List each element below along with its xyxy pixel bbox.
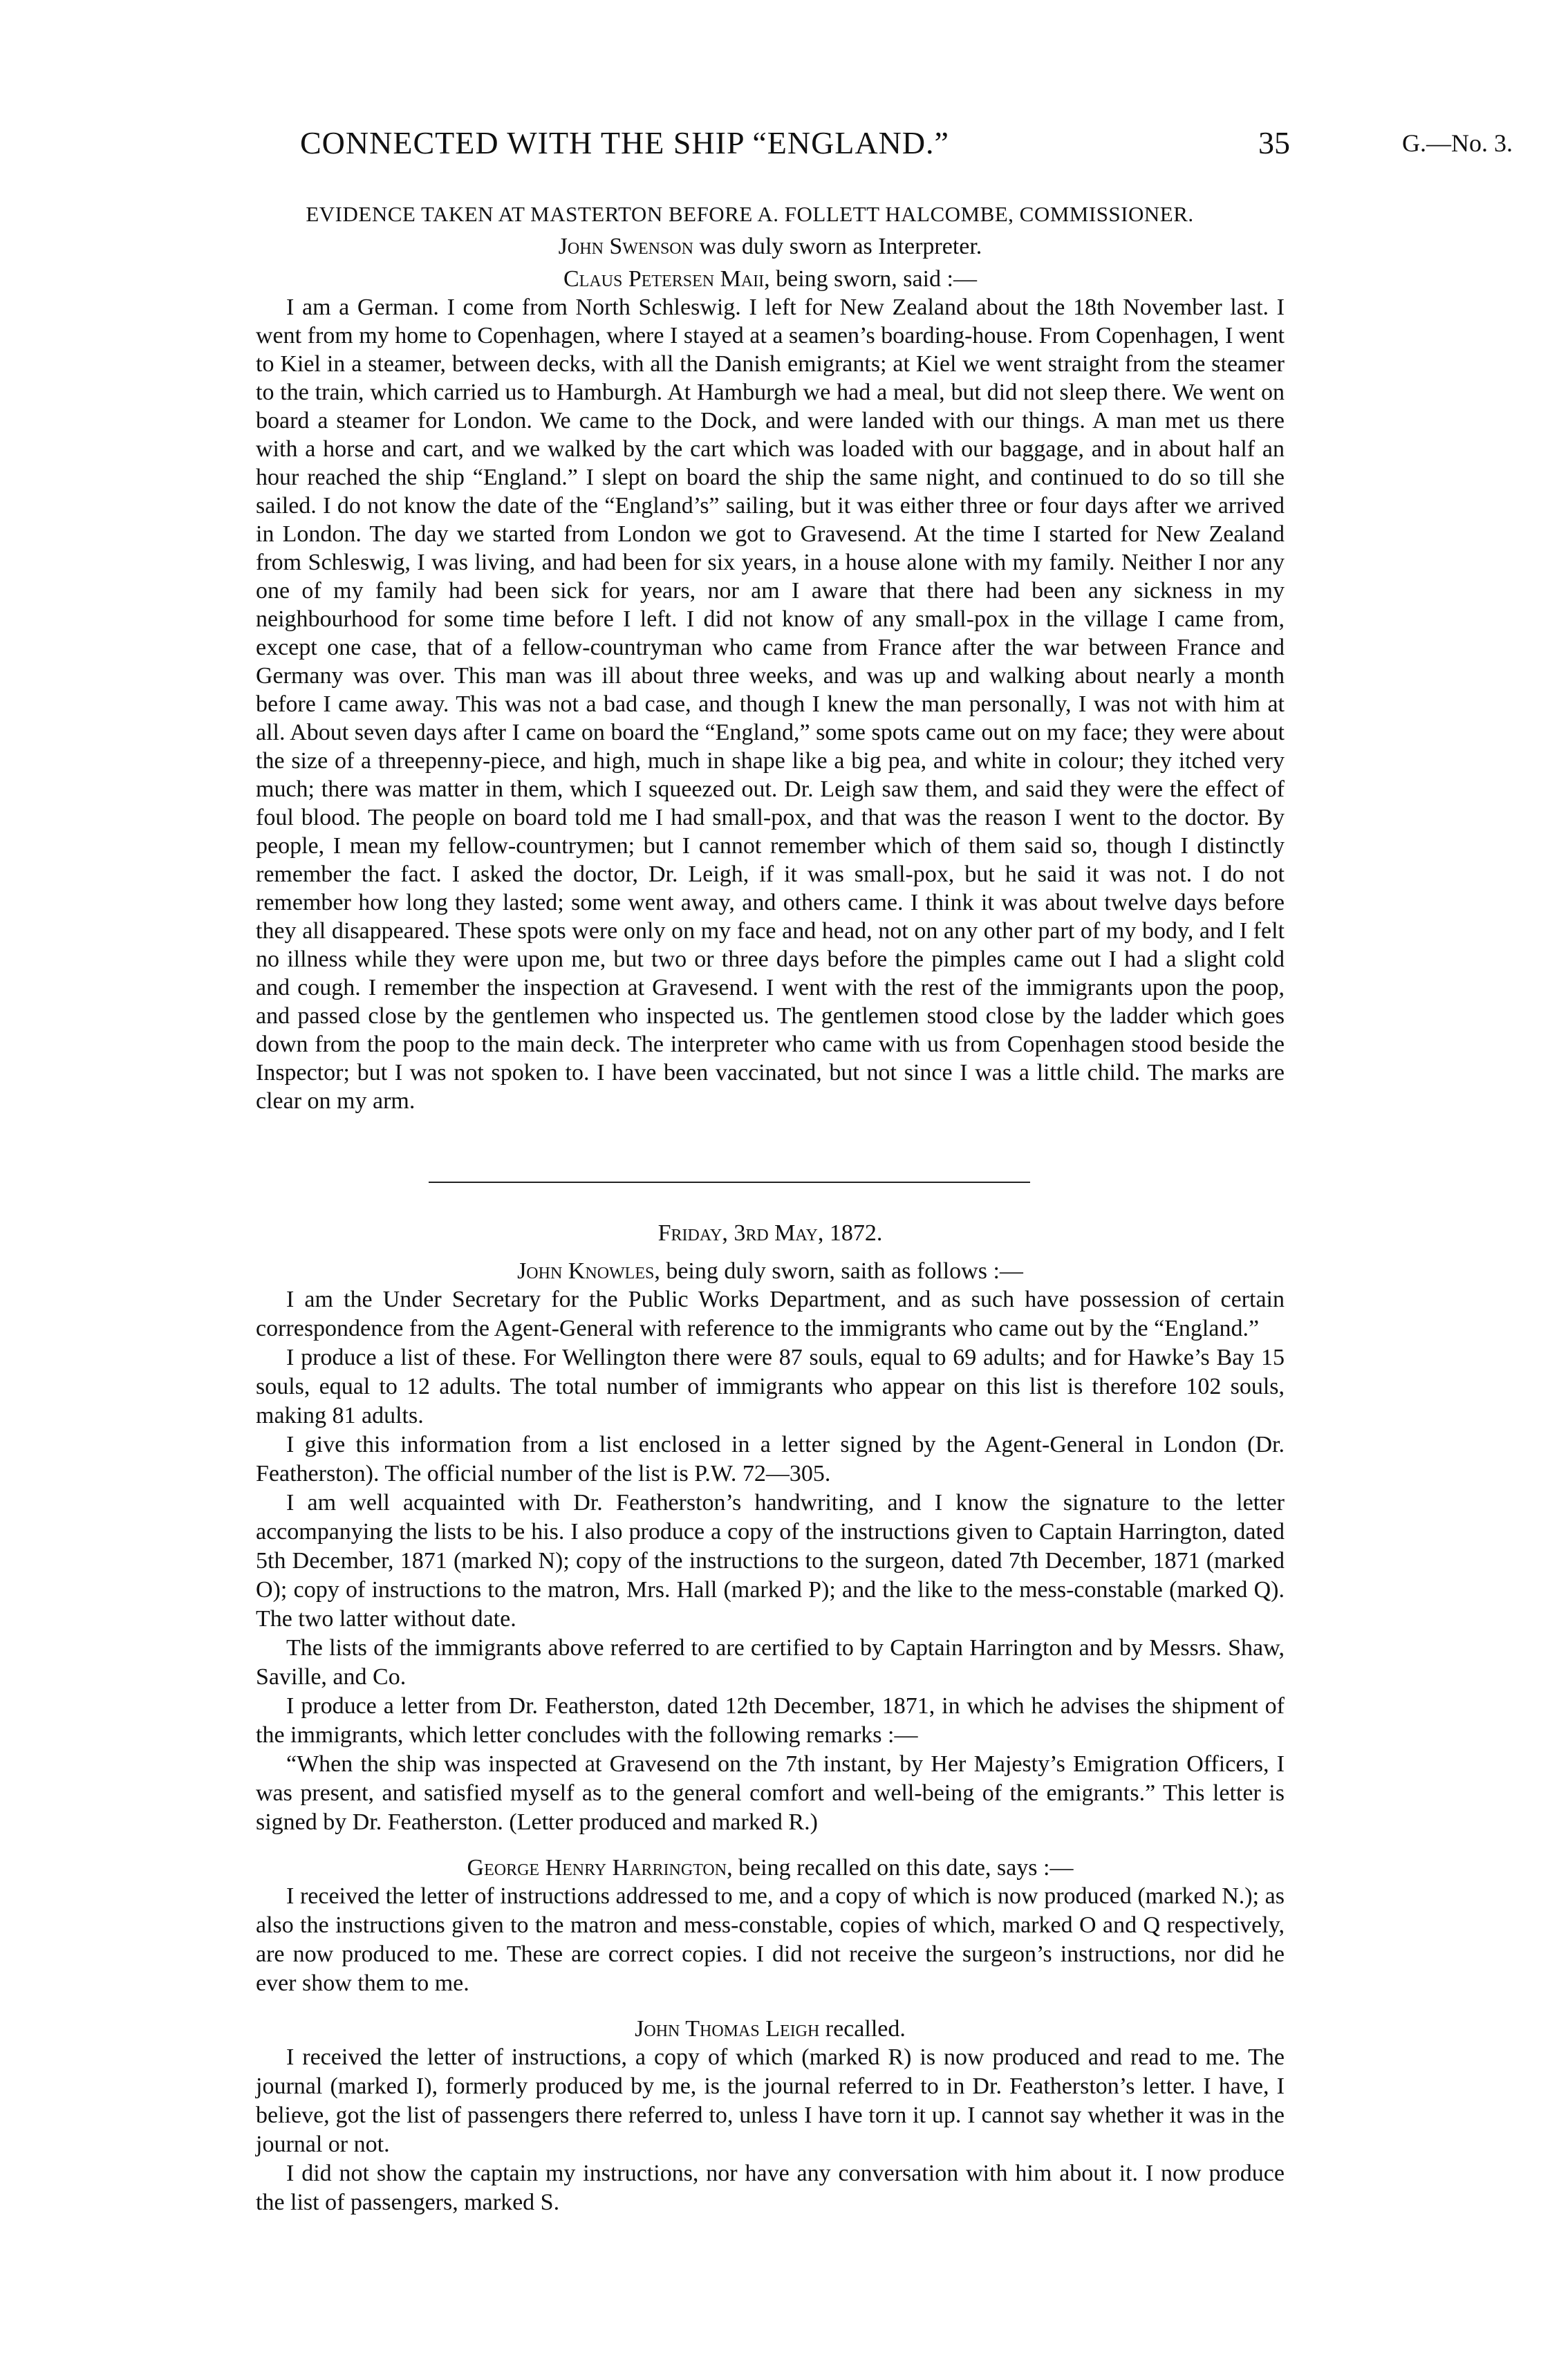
interpreter-text: was duly sworn as Interpreter. [693, 234, 982, 259]
running-header-title: CONNECTED WITH THE SHIP “ENGLAND.” [300, 125, 949, 160]
testimony-paragraph: I received the letter of instructions addressed to me, and a copy of which is now produced (marked N.); as also the instructions given to the matron and mess-constable, copies of which, marked O and Q respectively, are now produced to me. These are correct copies. I did not receive the surgeon’s instructions, nor did he ever show them to me. [256, 1883, 1285, 1996]
section-heading: EVIDENCE TAKEN AT MASTERTON BEFORE A. FOLLETT HALCOMBE, COMMISSIONER. [306, 202, 1194, 226]
testimony-paragraph: I give this information from a list enclosed in a letter signed by the Agent-General in London (Dr. Featherston). The official number of the list is P.W. 72—305. [256, 1432, 1285, 1486]
witness-line [256, 2015, 1285, 2043]
witness-text: , being duly sworn, saith as follows :— [654, 1258, 1023, 1284]
testimony-paragraph: I am well acquainted with Dr. Featherston’s handwriting, and I know the signature to the letter accompanying the lists to be his. I also produce a copy of the instructions given to Captain Harrington, dated 5th December, 1871 (marked N); copy of the instructions to the surgeon, dated 7th December, 1871 (marked O); copy of instructions to the matron, Mrs. Hall (marked P); and the like to the mess-constable (marked Q). The two latter without date. [256, 1490, 1285, 1632]
person-name: John Knowles [517, 1258, 655, 1284]
witness-line [256, 1257, 1285, 1285]
person-name: Claus Petersen Maii [563, 266, 765, 292]
date-heading: Friday, 3rd May, 1872. [657, 1220, 883, 1246]
witness-text: , being recalled on this date, says :— [727, 1855, 1074, 1881]
quoted-letter-paragraph: “When the ship was inspected at Gravesend on the 7th instant, by Her Majesty’s Emigration Officers, I was present, and satisfied myself as to the general comfort and well-being of the emigrants.” This letter is signed by Dr. Featherston. (Letter produced and marked R.) [256, 1751, 1285, 1835]
section-divider [429, 1182, 1030, 1183]
testimony-paragraph: I am the Under Secretary for the Public Works Department, and as such have possession of certain correspondence from the Agent-General with reference to the immigrants who came out by the “England.” [256, 1287, 1285, 1341]
witness-text: , being sworn, said :— [764, 266, 977, 292]
witness-line [256, 1854, 1285, 1882]
person-name: John Thomas Leigh [635, 2016, 820, 2042]
testimony-paragraph: I produce a letter from Dr. Featherston, dated 12th December, 1871, in which he advises the shipment of the immigrants, which letter concludes with the following remarks :— [256, 1693, 1285, 1748]
page-number: 35 [1258, 125, 1290, 160]
testimony-paragraph: I am a German. I come from North Schleswig. I left for New Zealand about the 18th November last. I went from my home to Copenhagen, where I stayed at a seamen’s boarding-house. From Copenhagen, I went to Kiel in a steamer, between decks, with all the Danish emigrants; at Kiel we went straight from the steamer to the train, which carried us to Hamburgh. At Hamburgh we had a meal, but did not sleep there. We went on board a steamer for London. We came to the Dock, and were landed with our things. A man met us there with a horse and cart, and we walked by the cart which was loaded with our baggage, and in about half an hour reached the ship “England.” I slept on board the ship the same night, and continued to do so till she sailed. I do not know the date of the “England’s” sailing, but it was either three or four days after we arrived in London. The day we started from London we got to Gravesend. At the time I started for New Zealand from Schleswig, I was living, and had been for six years, in a house alone with my family. Neither I nor any one of my family had been sick for years, nor am I aware that there had been any sickness in my neighbourhood for some time before I left. I did not know of any small-pox in the village I came from, except one case, that of a fellow-countryman who came from France after the war between France and Germany was over. This man was ill about three weeks, and was up and walking about nearly a month before I came away. This was not a bad case, and though I knew the man personally, I was not with him at all. About seven days after I came on board the “England,” some spots came out on my face; they were about the size of a threepenny-piece, and high, much in shape like a big pea, and white in colour; they itched very much; there was matter in them, which I squeezed out. Dr. Leigh saw them, and said they were the effect of foul blood. The people on board told me I had small-pox, and that was the reason I went to the doctor. By people, I mean my fellow-countrymen; but I cannot remember which of them said so, though I distinctly remember the fact. I asked the doctor, Dr. Leigh, if it was small-pox, but he said it was not. I do not remember how long they lasted; some went away, and others came. I think it was about twelve days before they all disappeared. These spots were only on my face and head, not on any other part of my body, and I felt no illness while they were upon me, but two or three days before the pimples came out I had a slight cold and cough. I remember the inspection at Gravesend. I went with the rest of the immigrants upon the poop, and passed close by the gentlemen who inspected us. The gentlemen stood close by the ladder which goes down from the poop to the main deck. The interpreter who came with us from Copenhagen stood beside the Inspector; but I was not spoken to. I have been vaccinated, but not since I was a little child. The marks are clear on my arm. [256, 295, 1285, 1114]
person-name: John Swenson [558, 234, 693, 259]
testimony-paragraph: The lists of the immigrants above referred to are certified to by Captain Harrington and by Messrs. Shaw, Saville, and Co. [256, 1635, 1285, 1690]
person-name: George Henry Harrington [467, 1855, 727, 1881]
interpreter-line [256, 232, 1285, 261]
document-body [256, 201, 1285, 2259]
testimony-paragraph: I received the letter of instructions, a copy of which (marked R) is now produced and read to me. The journal (marked I), formerly produced by me, is the journal referred to in Dr. Featherston’s letter. I have, I believe, got the list of passengers there referred to, unless I have torn it up. I cannot say whether it was in the journal or not. [256, 2044, 1285, 2157]
document-reference: G.—No. 3. [1402, 129, 1513, 157]
witness-line [256, 265, 1285, 293]
testimony-paragraph: I produce a list of these. For Wellington there were 87 souls, equal to 69 adults; and for Hawke’s Bay 15 souls, equal to 12 adults. The total number of immigrants who appear on this list is therefore 102 souls, making 81 adults. [256, 1345, 1285, 1428]
testimony-paragraph: I did not show the captain my instructions, nor have any conversation with him about it. I now produce the list of passengers, marked S. [256, 2161, 1285, 2215]
witness-text: recalled. [819, 2016, 906, 2042]
